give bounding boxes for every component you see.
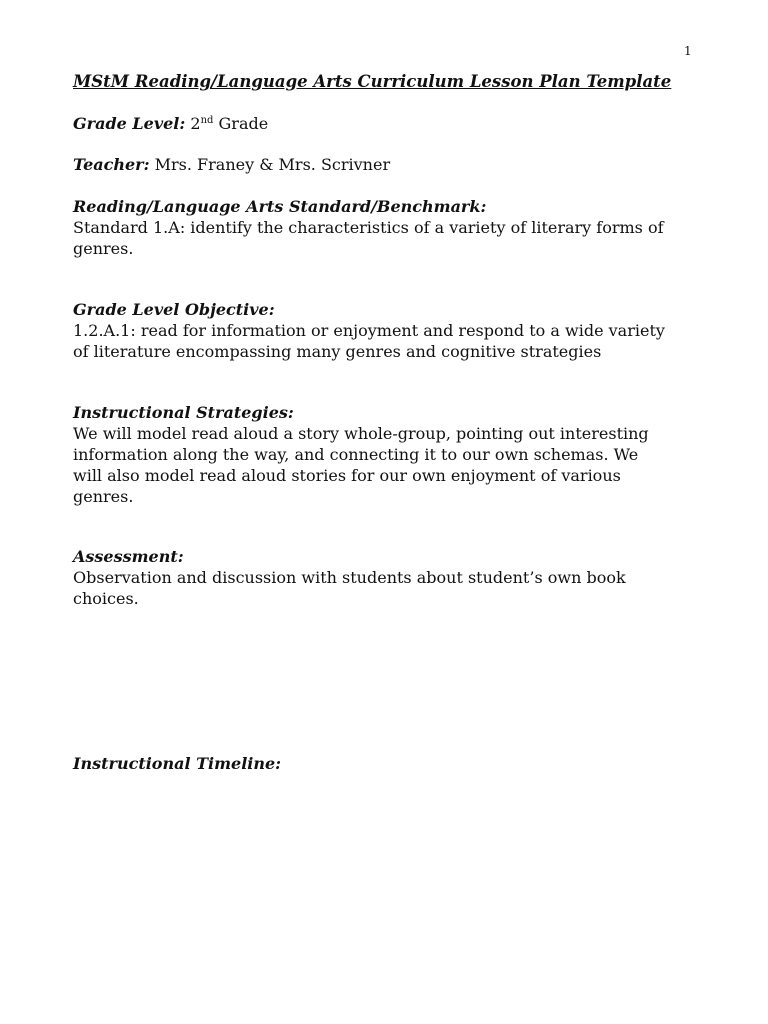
- objective-body: [73, 320, 703, 362]
- grade-level-field: [73, 114, 268, 133]
- teacher-field: [73, 155, 390, 174]
- standard-line: Standard 1.A: identify the characteristics of a variety of literary forms of: [73, 218, 664, 237]
- assessment-body: [73, 567, 703, 609]
- grade-level-value: [190, 114, 268, 133]
- strategies-body: [73, 423, 703, 507]
- timeline-section: [73, 753, 703, 774]
- strategies-line: We will model read aloud a story whole-group, pointing out interesting: [73, 424, 649, 443]
- document-title: MStM Reading/Language Arts Curriculum Lesson Plan Template: [73, 72, 672, 91]
- strategies-line: information along the way, and connecting it to our own schemas. We: [73, 445, 639, 464]
- grade-word: Grade: [218, 114, 269, 133]
- strategies-section: [73, 402, 703, 507]
- strategies-line: genres.: [73, 487, 134, 506]
- objective-section: [73, 299, 703, 362]
- grade-ordinal-suffix: nd: [200, 115, 214, 126]
- grade-number: 2: [190, 114, 201, 133]
- teacher-value: Mrs. Franey & Mrs. Scrivner: [154, 155, 391, 174]
- page-number: 1: [684, 44, 692, 58]
- timeline-heading: Instructional Timeline:: [73, 754, 282, 773]
- assessment-heading: Assessment:: [73, 547, 184, 566]
- assessment-line: Observation and discussion with students about student’s own book: [73, 568, 626, 587]
- strategies-line: will also model read aloud stories for our own enjoyment of various: [73, 466, 621, 485]
- objective-line: 1.2.A.1: read for information or enjoyment and respond to a wide variety: [73, 321, 665, 340]
- teacher-label: Teacher:: [73, 155, 150, 174]
- assessment-line: choices.: [73, 589, 139, 608]
- standard-line: genres.: [73, 239, 134, 258]
- standard-section: [73, 196, 703, 259]
- objective-heading: Grade Level Objective:: [73, 300, 275, 319]
- standard-heading: Reading/Language Arts Standard/Benchmark:: [73, 197, 487, 216]
- grade-level-label: Grade Level:: [73, 114, 186, 133]
- strategies-heading: Instructional Strategies:: [73, 403, 294, 422]
- assessment-section: [73, 546, 703, 609]
- standard-body: [73, 217, 703, 259]
- objective-line: of literature encompassing many genres and cognitive strategies: [73, 342, 602, 361]
